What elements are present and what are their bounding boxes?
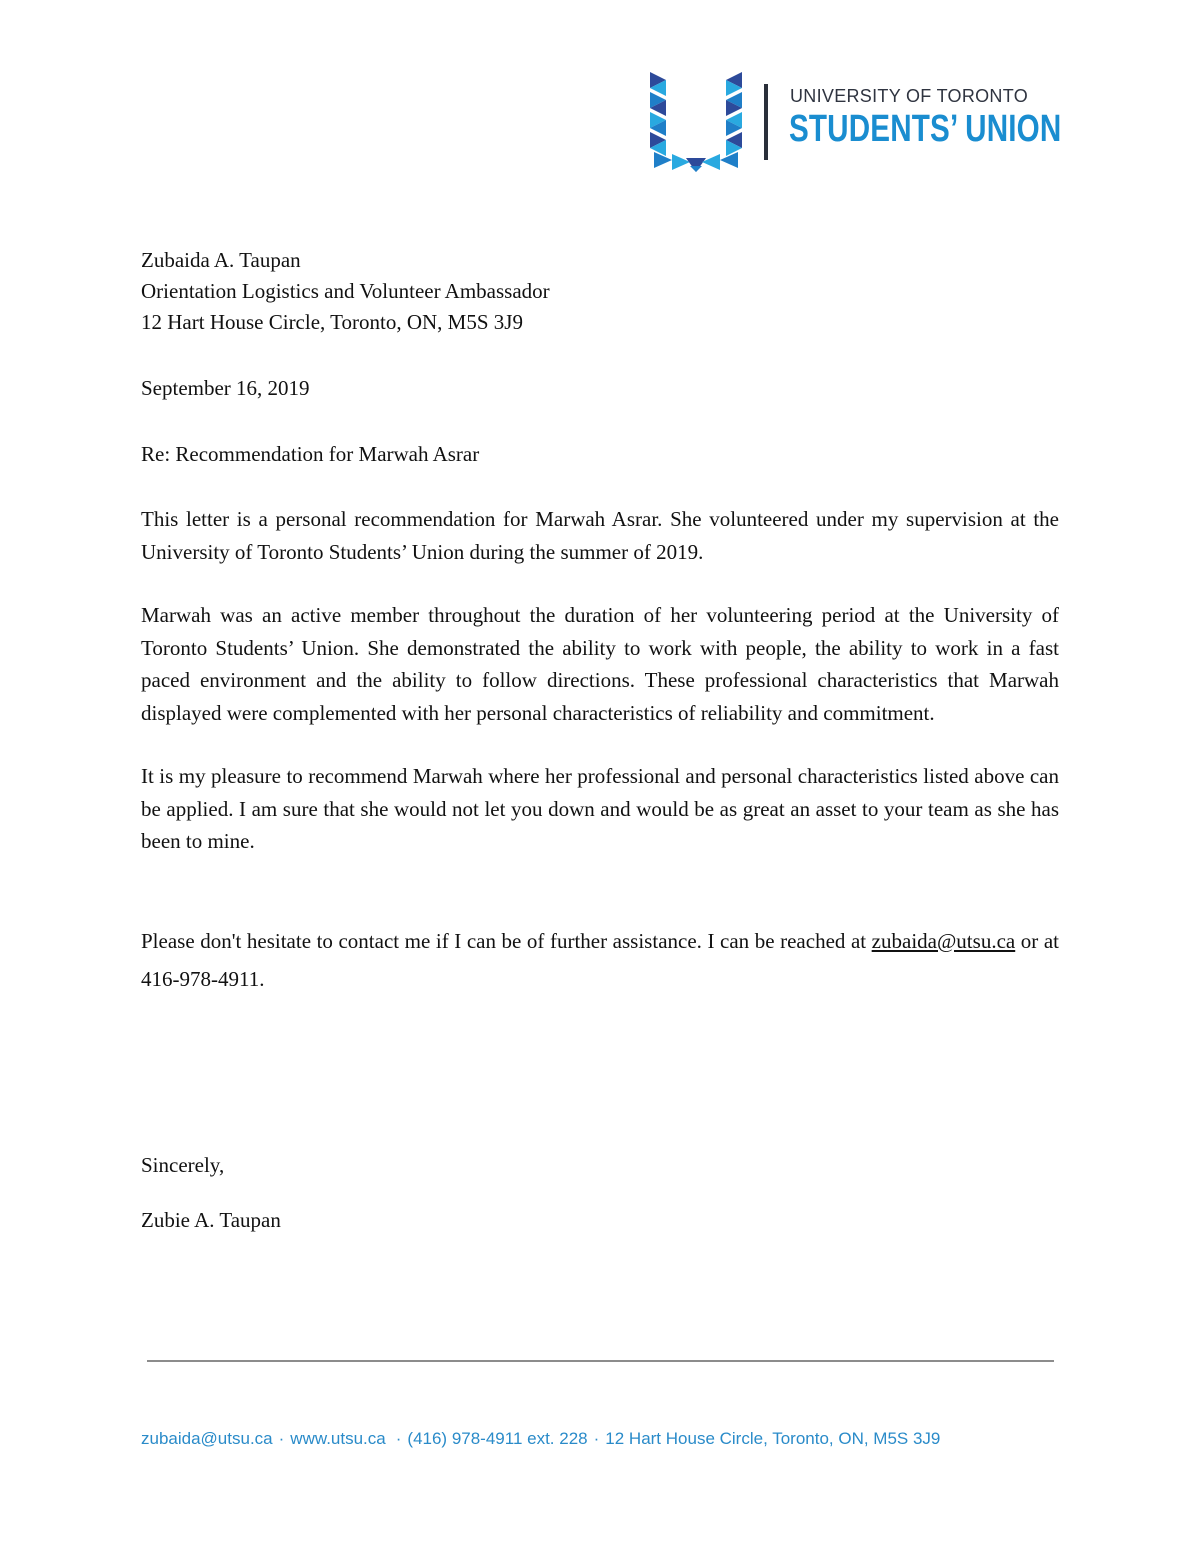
logo-university-text: UNIVERSITY OF TORONTO	[790, 86, 1029, 106]
footer-phone: (416) 978-4911 ext. 228	[407, 1429, 588, 1448]
closing-signature: Zubie A. Taupan	[141, 1208, 281, 1232]
letter-body	[141, 245, 1059, 998]
footer-separator: ·	[278, 1429, 285, 1448]
paragraph-contact	[141, 922, 1059, 998]
logo-students-union-text: STUDENTS’ UNION	[789, 108, 1062, 150]
utsu-logo	[650, 72, 1070, 177]
footer-contact	[141, 1429, 940, 1449]
closing-salutation: Sincerely,	[141, 1153, 225, 1177]
sender-title: Orientation Logistics and Volunteer Ambassador	[141, 279, 550, 303]
footer-email[interactable]: zubaida@utsu.ca	[141, 1429, 273, 1448]
footer-website[interactable]: www.utsu.ca	[290, 1429, 386, 1448]
paragraph-intro: This letter is a personal recommendation for Marwah Asrar. She volunteered under my supervision at the University of Toronto Students’ Union during the summer of 2019.	[141, 507, 1059, 564]
footer-divider	[147, 1360, 1054, 1362]
footer-address: 12 Hart House Circle, Toronto, ON, M5S 3J9	[605, 1429, 941, 1448]
sender-name: Zubaida A. Taupan	[141, 248, 301, 272]
paragraph-recommendation: It is my pleasure to recommend Marwah where her professional and personal characteristics listed above can be applied. I am sure that she would not let you down and would be as great an asset to your team as she has been to mine.	[141, 764, 1059, 853]
sender-address: 12 Hart House Circle, Toronto, ON, M5S 3J9	[141, 310, 523, 334]
letter-date: September 16, 2019	[141, 376, 310, 400]
contact-tail: or at 416-978-4911.	[141, 928, 1059, 991]
footer-separator: ·	[593, 1429, 600, 1448]
paragraph-qualities: Marwah was an active member throughout the duration of her volunteering period at the University of Toronto Students’ Union. She demonstrated the ability to work with people, the ability to work in a fast paced environment and the ability to follow directions. These professional characteristics that Marwah displayed were complemented with her personal characteristics of reliability and commitment.	[141, 603, 1059, 725]
contact-email-link[interactable]: zubaida@utsu.ca	[871, 928, 1016, 953]
contact-text: Please don't hesitate to contact me if I can be of further assistance. I can be reached at	[141, 928, 867, 953]
footer-separator: ·	[395, 1429, 402, 1448]
logo-divider	[764, 84, 768, 160]
utsu-u-icon	[650, 72, 742, 172]
letter-subject: Re: Recommendation for Marwah Asrar	[141, 442, 480, 466]
letter-closing	[141, 1150, 281, 1236]
